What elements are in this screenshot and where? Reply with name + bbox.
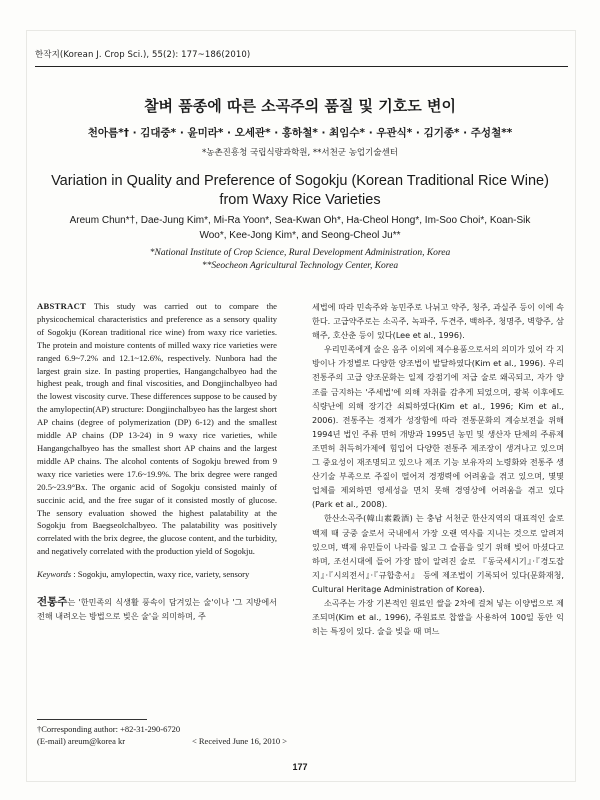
affiliation-korean: *농촌진흥청 국립식량과학원, **서천군 농업기술센터 — [202, 148, 398, 158]
header-rule — [35, 66, 568, 67]
left-column — [37, 300, 277, 623]
footnote-received: < Received June 16, 2010 > — [191, 736, 287, 746]
keywords-text: : Sogokju, amylopectin, waxy rice, variety, sensory — [73, 569, 250, 580]
authors-korean: 천아름*† · 김대중* · 윤미라* · 오세관* · 홍하철* · 최임수* · 우관식* · 김기종* · 주성철** — [87, 127, 513, 139]
affiliation-english-2: **Seocheon Agricultural Technology Center, Korea — [201, 261, 399, 271]
affiliation-english — [40, 247, 560, 273]
intro-text: 는 '한민족의 식생활 풍속이 담겨있는 술'이나 '그 지방에서 전해 내려오는 방법으로 빚은 술'을 의미하며, 주 — [37, 597, 277, 622]
journal-header: 한작지(Korean J. Crop Sci.), 55(2): 177~186(2010) — [35, 50, 251, 60]
right-column — [312, 300, 564, 638]
intro-lead: 전통주 — [37, 596, 68, 609]
abstract-text: This study was carried out to compare the physicochemical characteristics and preference as a sensory quality of Sogokju (Korean traditional rice wine) from waxy rice varieties. The protein and moisture contents of milled waxy rice varieties were ranged 6.9~7.2% and 12.1~12.6%, respectively. Nunbora had the largest grain size. In pasting properties, Hangangchalbyeo had the highest peak, trough and final viscosities, and Dongjinchalbyeo had the lowest viscosity curve. These differences suppose to be caused by the amylopectin(AP) structure: Dongjinchalbyeo has the largest short AP chains (degree of polymerization (DP) 6-12) and the smallest middle AP chains (DP 13-24) in 9 waxy rice varieties, while Hangangchalbyeo has the smallest short AP chains and the largest middle AP chains. The alcohol contents of Sogokju brewed from 9 waxy rice varieties were 17.6~19.9%. The brix degree were ranged 20.5~23.9°Bx. The organic acid of Sogokju consisted mainly of succinic acid, and the free sugar of it consisted mostly of glucose. The sensory evaluation showed the highest palatability at the Sogokju from Baegseolchalbyeo. The palatability was positively correlated with the brix degree, the glucose content, and the turbidity, and negatively correlated with the production yield of Sogokju. — [37, 301, 277, 557]
title-korean: 찰벼 품종에 따른 소곡주의 품질 및 기호도 변이 — [144, 97, 456, 115]
footnote — [37, 723, 287, 747]
body-paragraph-4: 소곡주는 가장 기본적인 원료인 쌀을 2차에 걸쳐 넣는 이양법으로 제조되며(Kim et al., 1996), 주원료로 찹쌀을 사용하여 100일 동안 익히는 특징이 있다. 술을 빚을 때 며느 — [312, 597, 564, 637]
keywords-label: Keywords — [37, 569, 72, 580]
keywords — [37, 568, 277, 581]
page-number: 177 — [292, 762, 308, 772]
authors-english: Areum Chun*†, Dae-Jung Kim*, Mi-Ra Yoon*, Sea-Kwan Oh*, Ha-Cheol Hong*, Im-Soo Choi*, Koan-Sik Woo*, Kee-Jong Kim*, and Seong-Cheol Ju** — [69, 215, 531, 241]
body-paragraph-1: 세법에 따라 민속주와 농민주로 나뉘고 약주, 청주, 과실주 등이 이에 속한다. 고급약주로는 소곡주, 녹파주, 두견주, 백하주, 청명주, 벽향주, 삼해주, 호산춘 등이 있다(Lee et al., 1996). — [312, 302, 564, 341]
body-paragraph-3: 한산소곡주(韓山素穀酒) 는 충남 서천군 한산지역의 대표적인 술로 백제 때 궁중 술로서 국내에서 가장 오랜 역사를 지니는 것으로 알려져 있으며, 백제 유민들이 나라를 잃고 그 슬픔을 잊기 위해 빚어 마셨다고 하며, 조선시대에 들어 가장 많이 알려진 술로 『동국세시기』·『경도잡지』·『시의전서』·『규합총서』 등에 제조법이 기록되어 있다(문화재청, Cultural Heritage Administration of Korea). — [312, 513, 564, 594]
abstract — [37, 300, 277, 558]
footnote-corresponding: †Corresponding author: +82-31-290-6720 — [37, 724, 181, 734]
title-english: Variation in Quality and Preference of Sogokju (Korean Traditional Rice Wine) from Waxy Rice Varieties — [51, 173, 549, 208]
footnote-row — [37, 735, 287, 747]
abstract-label: ABSTRACT — [37, 301, 87, 311]
intro-paragraph — [37, 595, 277, 623]
footnote-email: (E-mail) areum@korea kr — [37, 736, 126, 746]
affiliation-english-1: *National Institute of Crop Science, Rural Development Administration, Korea — [149, 248, 451, 258]
body-paragraph-2: 우리민족에게 술은 음주 이외에 제수용품으로서의 의미가 있어 각 지방이나 가정별로 다양한 양조법이 발달하였다(Kim et al., 1996). 우리 전통주의 고급 양조문화는 일제 강점기에 저급 술로 왜곡되고, 자가 양조를 금지하는 '주세법'에 의해 자취를 감추게 되었으며, 광복 이후에도 식량난에 의해 장기간 쇠퇴하였다(Kim et al., 1996; Kim et al., 2006). 전통주는 경제가 성장함에 따라 전통문화의 계승보전을 위해 1994년 법인 주류 면허 개방과 1995년 농민 및 생산자 단체의 주류제조면허 취득허가제에 힘입어 다양한 전통주 제조장이 생겨나고 있으며 그 중요성이 재조명되고 있으나 제조 기능 보유자의 노령화와 전통주 생산기술 부족으로 주질이 떨어져 경쟁력에 어려움을 겪고 있으며, 몇몇 업체를 제외하면 영세성을 면치 못해 경영상에 어려움을 겪고 있다 (Park et al., 2008). — [312, 344, 564, 510]
footnote-rule — [37, 719, 147, 720]
